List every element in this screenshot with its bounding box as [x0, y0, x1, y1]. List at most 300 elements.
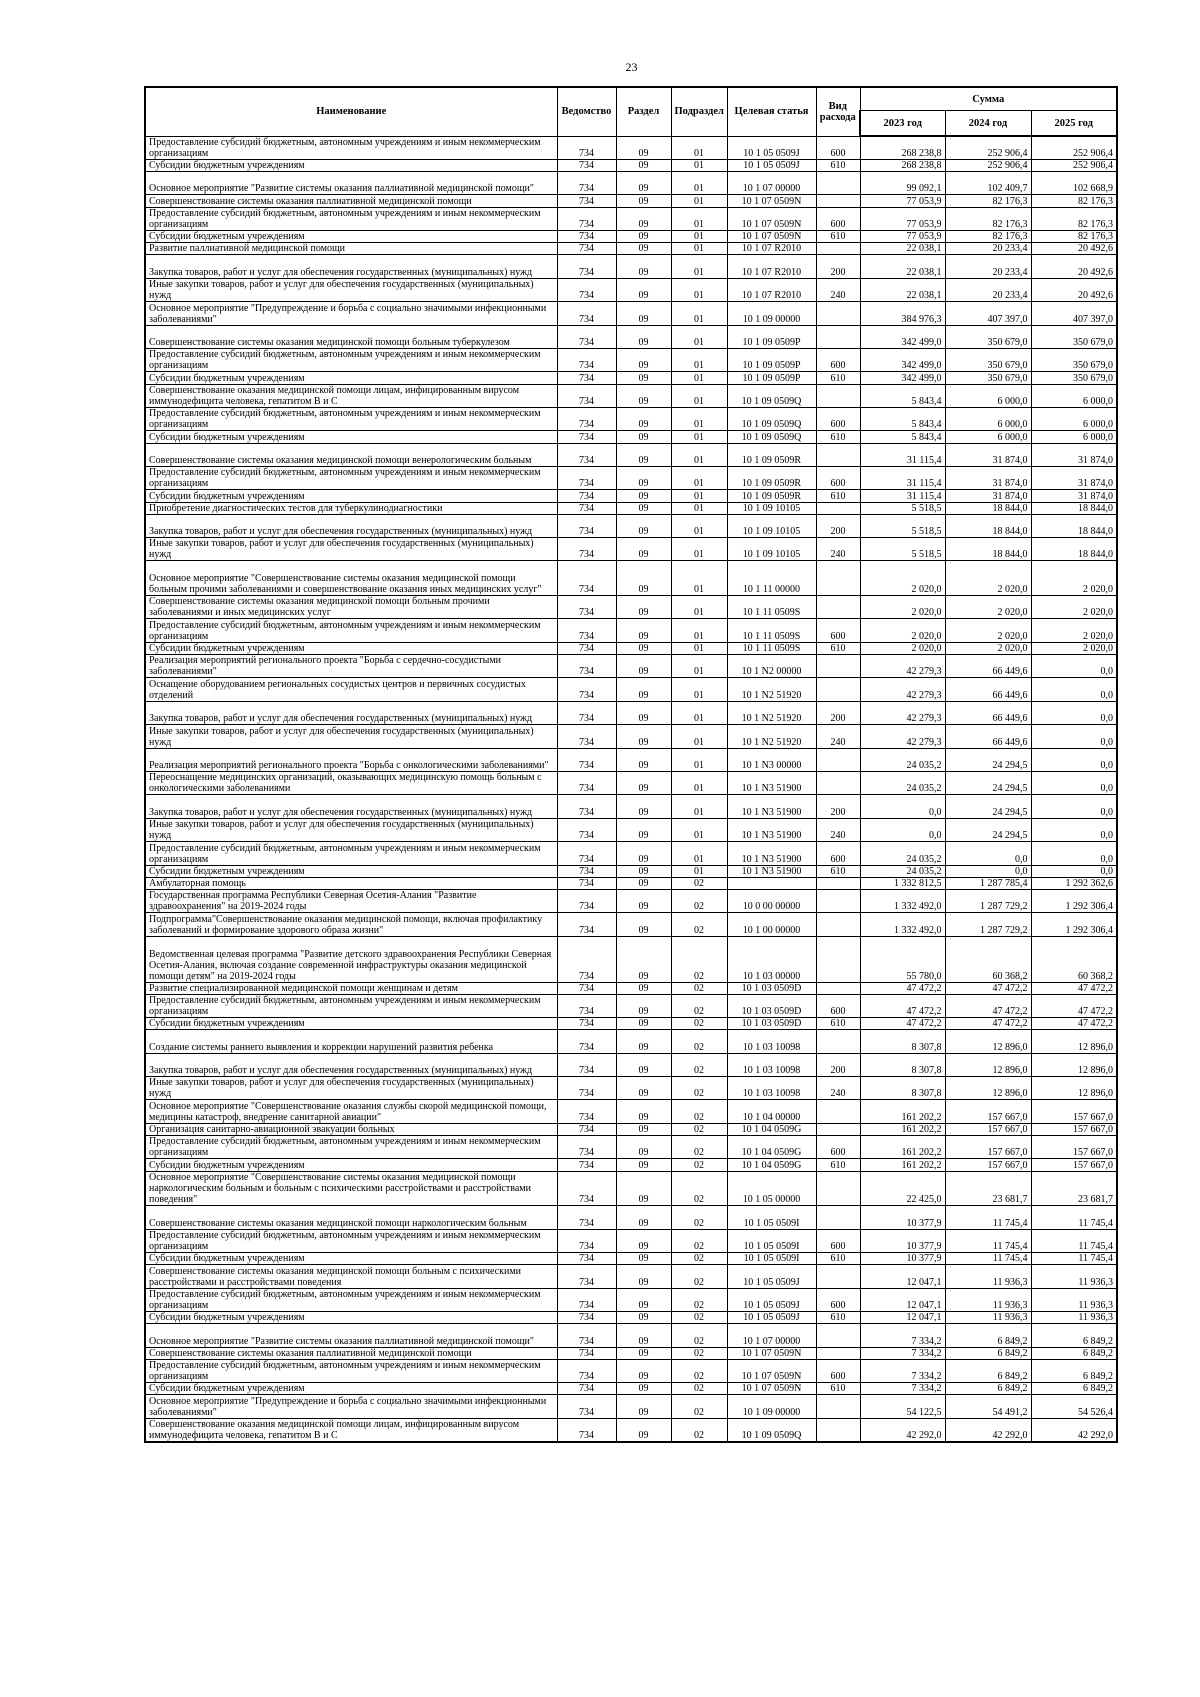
row-target: 10 1 07 R2010	[727, 278, 816, 301]
header-year-2024: 2024 год	[945, 111, 1031, 137]
row-target: 10 1 03 0509D	[727, 994, 816, 1017]
row-dept: 734	[557, 748, 616, 771]
row-section: 09	[616, 1418, 671, 1442]
row-name: Предоставление субсидий бюджетным, автономным учреждениям и иным некоммерческим организациям	[145, 1359, 557, 1382]
row-dept: 734	[557, 1030, 616, 1053]
row-name: Закупка товаров, работ и услуг для обеспечения государственных (муниципальных) нужд	[145, 255, 557, 278]
row-sum-2024: 6 849,2	[945, 1359, 1031, 1382]
row-target: 10 1 04 00000	[727, 1100, 816, 1123]
row-exptype: 200	[816, 255, 860, 278]
row-section: 09	[616, 195, 671, 207]
row-sum-2025: 31 874,0	[1031, 490, 1117, 502]
row-dept: 734	[557, 1100, 616, 1123]
row-name: Закупка товаров, работ и услуг для обеспечения государственных (муниципальных) нужд	[145, 701, 557, 724]
row-target: 10 1 09 0509P	[727, 348, 816, 371]
row-subsection: 01	[671, 372, 727, 384]
row-target: 10 1 09 0509P	[727, 372, 816, 384]
row-sum-2023: 1 332 812,5	[860, 877, 945, 889]
row-subsection: 01	[671, 159, 727, 171]
budget-table	[144, 86, 1118, 1443]
table-row	[145, 1077, 1117, 1100]
row-section: 09	[616, 701, 671, 724]
row-name: Иные закупки товаров, работ и услуг для обеспечения государственных (муниципальных) нужд	[145, 1077, 557, 1100]
row-subsection: 02	[671, 1053, 727, 1076]
row-exptype: 600	[816, 1136, 860, 1159]
table-row	[145, 243, 1117, 255]
row-name: Предоставление субсидий бюджетным, автономным учреждениям и иным некоммерческим организациям	[145, 1136, 557, 1159]
row-dept: 734	[557, 1123, 616, 1135]
row-sum-2025: 1 292 306,4	[1031, 913, 1117, 936]
table-row	[145, 842, 1117, 865]
row-sum-2025: 0,0	[1031, 795, 1117, 818]
row-subsection: 01	[671, 278, 727, 301]
row-subsection: 02	[671, 1077, 727, 1100]
row-sum-2023: 268 238,8	[860, 159, 945, 171]
table-row	[145, 982, 1117, 994]
row-section: 09	[616, 1077, 671, 1100]
row-sum-2023: 24 035,2	[860, 865, 945, 877]
row-name: Иные закупки товаров, работ и услуг для обеспечения государственных (муниципальных) нужд	[145, 818, 557, 841]
row-section: 09	[616, 384, 671, 407]
table-row	[145, 1030, 1117, 1053]
row-sum-2024: 82 176,3	[945, 195, 1031, 207]
row-subsection: 01	[671, 795, 727, 818]
row-subsection: 01	[671, 384, 727, 407]
row-subsection: 02	[671, 1123, 727, 1135]
row-sum-2025: 350 679,0	[1031, 325, 1117, 348]
row-subsection: 02	[671, 994, 727, 1017]
row-dept: 734	[557, 255, 616, 278]
table-row	[145, 994, 1117, 1017]
row-sum-2023: 47 472,2	[860, 994, 945, 1017]
row-dept: 734	[557, 1359, 616, 1382]
row-sum-2023: 12 047,1	[860, 1311, 945, 1323]
row-exptype: 610	[816, 372, 860, 384]
row-subsection: 01	[671, 678, 727, 701]
row-name: Субсидии бюджетным учреждениям	[145, 1311, 557, 1323]
row-exptype: 240	[816, 818, 860, 841]
row-sum-2023: 7 334,2	[860, 1359, 945, 1382]
row-subsection: 02	[671, 1252, 727, 1264]
row-name: Основное мероприятие "Развитие системы оказания паллиативной медицинской помощи"	[145, 172, 557, 195]
row-sum-2024: 11 745,4	[945, 1229, 1031, 1252]
row-sum-2023: 22 038,1	[860, 243, 945, 255]
row-section: 09	[616, 1018, 671, 1030]
row-name: Иные закупки товаров, работ и услуг для обеспечения государственных (муниципальных) нужд	[145, 725, 557, 748]
row-sum-2023: 22 425,0	[860, 1171, 945, 1206]
row-target: 10 1 09 0509Q	[727, 407, 816, 430]
row-name: Оснащение оборудованием региональных сосудистых центров и первичных сосудистых отделений	[145, 678, 557, 701]
row-target: 10 1 07 0509N	[727, 1383, 816, 1395]
row-sum-2023: 161 202,2	[860, 1136, 945, 1159]
row-exptype: 600	[816, 136, 860, 159]
row-sum-2024: 66 449,6	[945, 678, 1031, 701]
row-dept: 734	[557, 372, 616, 384]
row-target: 10 1 07 0509N	[727, 207, 816, 230]
row-dept: 734	[557, 514, 616, 537]
row-sum-2025: 47 472,2	[1031, 982, 1117, 994]
row-subsection: 01	[671, 490, 727, 502]
table-row	[145, 136, 1117, 159]
row-sum-2025: 23 681,7	[1031, 1171, 1117, 1206]
header-dept: Ведомство	[557, 87, 616, 136]
row-sum-2023: 42 279,3	[860, 701, 945, 724]
row-name: Развитие паллиативной медицинской помощи	[145, 243, 557, 255]
row-dept: 734	[557, 701, 616, 724]
table-row	[145, 655, 1117, 678]
row-section: 09	[616, 1229, 671, 1252]
row-target: 10 1 05 0509J	[727, 1265, 816, 1288]
row-name: Развитие специализированной медицинской помощи женщинам и детям	[145, 982, 557, 994]
table-row	[145, 443, 1117, 466]
row-section: 09	[616, 725, 671, 748]
row-sum-2025: 350 679,0	[1031, 348, 1117, 371]
row-subsection: 02	[671, 889, 727, 912]
row-section: 09	[616, 842, 671, 865]
row-target: 10 1 09 10105	[727, 502, 816, 514]
table-row	[145, 159, 1117, 171]
row-section: 09	[616, 159, 671, 171]
row-target: 10 1 N3 51900	[727, 771, 816, 794]
row-target: 10 1 11 0509S	[727, 642, 816, 654]
row-section: 09	[616, 1252, 671, 1264]
row-subsection: 02	[671, 1347, 727, 1359]
row-sum-2023: 342 499,0	[860, 325, 945, 348]
row-sum-2025: 11 745,4	[1031, 1229, 1117, 1252]
row-exptype: 610	[816, 490, 860, 502]
row-subsection: 01	[671, 655, 727, 678]
row-dept: 734	[557, 243, 616, 255]
row-dept: 734	[557, 443, 616, 466]
row-section: 09	[616, 325, 671, 348]
row-sum-2025: 0,0	[1031, 655, 1117, 678]
row-name: Предоставление субсидий бюджетным, автономным учреждениям и иным некоммерческим организациям	[145, 1288, 557, 1311]
row-exptype	[816, 936, 860, 982]
row-target: 10 1 07 0509N	[727, 231, 816, 243]
row-section: 09	[616, 913, 671, 936]
row-exptype: 610	[816, 1018, 860, 1030]
row-sum-2023: 54 122,5	[860, 1395, 945, 1418]
row-section: 09	[616, 243, 671, 255]
table-row	[145, 431, 1117, 443]
row-sum-2025: 18 844,0	[1031, 502, 1117, 514]
table-row	[145, 701, 1117, 724]
row-dept: 734	[557, 302, 616, 325]
row-sum-2025: 20 492,6	[1031, 243, 1117, 255]
row-exptype	[816, 384, 860, 407]
table-row	[145, 1206, 1117, 1229]
row-exptype	[816, 982, 860, 994]
row-subsection: 02	[671, 936, 727, 982]
row-subsection: 01	[671, 207, 727, 230]
header-section: Раздел	[616, 87, 671, 136]
row-exptype: 610	[816, 1383, 860, 1395]
row-sum-2024: 6 849,2	[945, 1324, 1031, 1347]
row-name: Предоставление субсидий бюджетным, автономным учреждениям и иным некоммерческим организациям	[145, 136, 557, 159]
row-sum-2024: 0,0	[945, 842, 1031, 865]
row-sum-2023: 7 334,2	[860, 1324, 945, 1347]
table-row	[145, 1383, 1117, 1395]
row-name: Закупка товаров, работ и услуг для обеспечения государственных (муниципальных) нужд	[145, 514, 557, 537]
row-section: 09	[616, 431, 671, 443]
row-exptype	[816, 561, 860, 596]
row-subsection: 01	[671, 255, 727, 278]
row-section: 09	[616, 1324, 671, 1347]
row-target: 10 1 09 0509R	[727, 443, 816, 466]
row-dept: 734	[557, 1206, 616, 1229]
row-sum-2025: 2 020,0	[1031, 561, 1117, 596]
table-row	[145, 1136, 1117, 1159]
row-name: Предоставление субсидий бюджетным, автономным учреждениям и иным некоммерческим организациям	[145, 842, 557, 865]
row-sum-2023: 31 115,4	[860, 443, 945, 466]
row-sum-2023: 42 279,3	[860, 678, 945, 701]
row-sum-2025: 0,0	[1031, 701, 1117, 724]
row-sum-2024: 11 936,3	[945, 1311, 1031, 1323]
row-sum-2025: 0,0	[1031, 748, 1117, 771]
row-target: 10 1 N3 51900	[727, 795, 816, 818]
row-subsection: 01	[671, 407, 727, 430]
table-row	[145, 889, 1117, 912]
row-sum-2023: 42 279,3	[860, 725, 945, 748]
row-sum-2024: 6 849,2	[945, 1347, 1031, 1359]
header-sum: Сумма	[860, 87, 1117, 111]
row-sum-2023: 12 047,1	[860, 1288, 945, 1311]
row-sum-2024: 20 233,4	[945, 243, 1031, 255]
row-sum-2024: 12 896,0	[945, 1030, 1031, 1053]
row-sum-2025: 0,0	[1031, 842, 1117, 865]
table-row	[145, 407, 1117, 430]
row-exptype	[816, 195, 860, 207]
table-row	[145, 1053, 1117, 1076]
row-sum-2025: 157 667,0	[1031, 1123, 1117, 1135]
table-row	[145, 1265, 1117, 1288]
row-target: 10 1 03 10098	[727, 1053, 816, 1076]
table-row	[145, 596, 1117, 619]
row-subsection: 01	[671, 431, 727, 443]
row-name: Субсидии бюджетным учреждениям	[145, 865, 557, 877]
row-sum-2025: 60 368,2	[1031, 936, 1117, 982]
row-sum-2024: 350 679,0	[945, 348, 1031, 371]
row-sum-2025: 6 000,0	[1031, 431, 1117, 443]
row-target: 10 1 05 0509J	[727, 136, 816, 159]
row-sum-2025: 82 176,3	[1031, 207, 1117, 230]
row-sum-2023: 24 035,2	[860, 842, 945, 865]
row-sum-2025: 12 896,0	[1031, 1053, 1117, 1076]
row-subsection: 02	[671, 1206, 727, 1229]
row-name: Реализация мероприятий регионального проекта "Борьба с сердечно-сосудистыми заболеваниями"	[145, 655, 557, 678]
row-exptype: 610	[816, 1311, 860, 1323]
row-target: 10 1 09 0509P	[727, 325, 816, 348]
header-exptype: Вид расхода	[816, 87, 860, 136]
table-row	[145, 818, 1117, 841]
row-sum-2025: 11 936,3	[1031, 1265, 1117, 1288]
row-sum-2025: 157 667,0	[1031, 1159, 1117, 1171]
row-subsection: 02	[671, 1100, 727, 1123]
row-sum-2023: 1 332 492,0	[860, 889, 945, 912]
row-sum-2024: 54 491,2	[945, 1395, 1031, 1418]
row-subsection: 02	[671, 1030, 727, 1053]
row-dept: 734	[557, 195, 616, 207]
row-sum-2025: 0,0	[1031, 818, 1117, 841]
row-sum-2024: 407 397,0	[945, 302, 1031, 325]
table-row	[145, 502, 1117, 514]
row-dept: 734	[557, 1265, 616, 1288]
table-row	[145, 1123, 1117, 1135]
row-name: Иные закупки товаров, работ и услуг для обеспечения государственных (муниципальных) нужд	[145, 538, 557, 561]
row-sum-2024: 2 020,0	[945, 561, 1031, 596]
row-sum-2024: 157 667,0	[945, 1100, 1031, 1123]
row-sum-2025: 18 844,0	[1031, 514, 1117, 537]
row-section: 09	[616, 877, 671, 889]
row-name: Субсидии бюджетным учреждениям	[145, 231, 557, 243]
table-row	[145, 1347, 1117, 1359]
row-section: 09	[616, 1347, 671, 1359]
row-exptype: 610	[816, 231, 860, 243]
table-row	[145, 1018, 1117, 1030]
row-target: 10 1 N2 00000	[727, 655, 816, 678]
table-row	[145, 348, 1117, 371]
row-sum-2024: 18 844,0	[945, 514, 1031, 537]
row-target: 10 1 N3 51900	[727, 865, 816, 877]
row-sum-2025: 6 849,2	[1031, 1324, 1117, 1347]
row-sum-2025: 47 472,2	[1031, 994, 1117, 1017]
row-subsection: 02	[671, 1324, 727, 1347]
row-section: 09	[616, 348, 671, 371]
row-section: 09	[616, 1395, 671, 1418]
row-name: Предоставление субсидий бюджетным, автономным учреждениям и иным некоммерческим организациям	[145, 619, 557, 642]
row-name: Субсидии бюджетным учреждениям	[145, 642, 557, 654]
row-subsection: 01	[671, 842, 727, 865]
row-target: 10 1 07 00000	[727, 172, 816, 195]
row-exptype: 610	[816, 1159, 860, 1171]
row-sum-2024: 252 906,4	[945, 136, 1031, 159]
table-row	[145, 255, 1117, 278]
row-target: 10 1 11 00000	[727, 561, 816, 596]
row-subsection: 01	[671, 172, 727, 195]
row-sum-2024: 12 896,0	[945, 1077, 1031, 1100]
row-sum-2024: 82 176,3	[945, 231, 1031, 243]
row-exptype: 610	[816, 431, 860, 443]
row-sum-2025: 42 292,0	[1031, 1418, 1117, 1442]
row-dept: 734	[557, 1018, 616, 1030]
row-section: 09	[616, 619, 671, 642]
row-name: Совершенствование системы оказания медицинской помощи больным туберкулезом	[145, 325, 557, 348]
row-name: Совершенствование оказания медицинской помощи лицам, инфицированным вирусом иммунодефицита человека, гепатитом B и C	[145, 384, 557, 407]
row-subsection: 02	[671, 1159, 727, 1171]
table-row	[145, 172, 1117, 195]
row-sum-2025: 6 849,2	[1031, 1347, 1117, 1359]
row-exptype	[816, 913, 860, 936]
row-sum-2024: 11 936,3	[945, 1288, 1031, 1311]
row-subsection: 01	[671, 596, 727, 619]
row-subsection: 02	[671, 1265, 727, 1288]
row-name: Ведомственная целевая программа "Развитие детского здравоохранения Республики Северная Осетия-Алания, включая создание современной инфраструктуры оказания медицинской помощи детям" на 2019-2024 годы	[145, 936, 557, 982]
row-name: Закупка товаров, работ и услуг для обеспечения государственных (муниципальных) нужд	[145, 1053, 557, 1076]
row-sum-2025: 2 020,0	[1031, 596, 1117, 619]
row-exptype: 240	[816, 278, 860, 301]
row-exptype: 600	[816, 407, 860, 430]
row-exptype	[816, 877, 860, 889]
row-name: Субсидии бюджетным учреждениям	[145, 431, 557, 443]
row-section: 09	[616, 1206, 671, 1229]
table-row	[145, 231, 1117, 243]
row-dept: 734	[557, 889, 616, 912]
row-dept: 734	[557, 842, 616, 865]
row-sum-2025: 1 292 362,6	[1031, 877, 1117, 889]
row-exptype	[816, 1171, 860, 1206]
row-sum-2024: 20 233,4	[945, 255, 1031, 278]
row-dept: 734	[557, 936, 616, 982]
row-sum-2024: 31 874,0	[945, 443, 1031, 466]
table-row	[145, 195, 1117, 207]
row-sum-2025: 20 492,6	[1031, 278, 1117, 301]
row-sum-2024: 11 745,4	[945, 1206, 1031, 1229]
row-sum-2025: 6 000,0	[1031, 384, 1117, 407]
row-sum-2024: 6 849,2	[945, 1383, 1031, 1395]
table-row	[145, 384, 1117, 407]
row-subsection: 02	[671, 1359, 727, 1382]
row-exptype	[816, 1265, 860, 1288]
row-sum-2025: 54 526,4	[1031, 1395, 1117, 1418]
row-section: 09	[616, 1159, 671, 1171]
row-target: 10 1 05 0509I	[727, 1229, 816, 1252]
row-exptype	[816, 243, 860, 255]
row-name: Предоставление субсидий бюджетным, автономным учреждениям и иным некоммерческим организациям	[145, 407, 557, 430]
table-row	[145, 795, 1117, 818]
row-target: 10 1 N3 51900	[727, 818, 816, 841]
row-sum-2023: 8 307,8	[860, 1077, 945, 1100]
row-dept: 734	[557, 561, 616, 596]
row-dept: 734	[557, 982, 616, 994]
table-row	[145, 771, 1117, 794]
row-target: 10 1 09 0509R	[727, 490, 816, 502]
row-sum-2025: 31 874,0	[1031, 443, 1117, 466]
row-dept: 734	[557, 407, 616, 430]
row-sum-2025: 2 020,0	[1031, 619, 1117, 642]
row-sum-2023: 161 202,2	[860, 1100, 945, 1123]
row-name: Предоставление субсидий бюджетным, автономным учреждениям и иным некоммерческим организациям	[145, 466, 557, 489]
row-target: 10 1 07 0509N	[727, 195, 816, 207]
row-sum-2024: 350 679,0	[945, 325, 1031, 348]
row-target: 10 1 04 0509G	[727, 1136, 816, 1159]
row-exptype: 610	[816, 642, 860, 654]
row-sum-2024: 82 176,3	[945, 207, 1031, 230]
row-exptype: 600	[816, 466, 860, 489]
row-dept: 734	[557, 1077, 616, 1100]
row-section: 09	[616, 596, 671, 619]
row-name: Субсидии бюджетным учреждениям	[145, 1018, 557, 1030]
row-target: 10 1 05 0509J	[727, 1311, 816, 1323]
row-section: 09	[616, 771, 671, 794]
row-exptype: 610	[816, 159, 860, 171]
row-sum-2025: 157 667,0	[1031, 1100, 1117, 1123]
row-target: 10 1 07 R2010	[727, 243, 816, 255]
row-exptype: 200	[816, 514, 860, 537]
row-sum-2024: 6 000,0	[945, 431, 1031, 443]
table-row	[145, 466, 1117, 489]
row-sum-2025: 350 679,0	[1031, 372, 1117, 384]
row-subsection: 02	[671, 1383, 727, 1395]
row-sum-2025: 20 492,6	[1031, 255, 1117, 278]
row-target: 10 1 N3 00000	[727, 748, 816, 771]
row-sum-2023: 55 780,0	[860, 936, 945, 982]
row-dept: 734	[557, 325, 616, 348]
row-sum-2023: 47 472,2	[860, 982, 945, 994]
row-sum-2023: 2 020,0	[860, 596, 945, 619]
row-sum-2023: 384 976,3	[860, 302, 945, 325]
row-sum-2024: 6 000,0	[945, 407, 1031, 430]
row-target: 10 1 N3 51900	[727, 842, 816, 865]
